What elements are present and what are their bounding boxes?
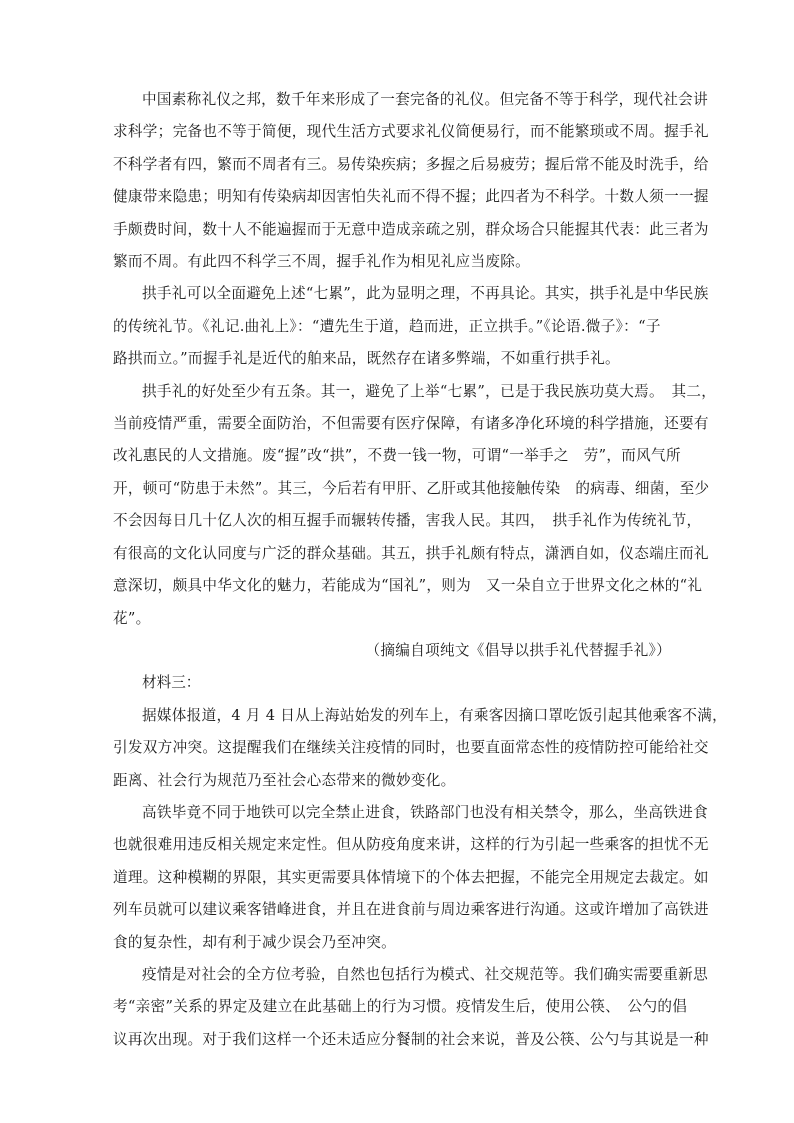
paragraph-5 xyxy=(113,797,709,959)
text-line: 健康带来隐患；明知有传染病却因害怕失礼而不得不握；此四者为不科学。十数人须一一握 xyxy=(113,188,709,206)
source-citation: （摘编自项纯文《倡导以拱手礼代替握手礼》） xyxy=(365,641,671,659)
text-line: 当前疫情严重，需要全面防治，不但需要有医疗保障，有诸多净化环境的科学措施，还要有 xyxy=(113,415,709,433)
text-line: 求科学；完备也不等于简便，现代生活方式要求礼仪简便易行，而不能繁琐或不周。握手礼 xyxy=(113,123,709,141)
text-line: 食的复杂性，却有利于减少误会乃至冲突。 xyxy=(113,933,396,951)
text-line: 引发双方冲突。这提醒我们在继续关注疫情的同时，也要直面常态性的疫情防控可能给社交 xyxy=(113,739,709,757)
paragraph-3 xyxy=(113,376,717,635)
text-line: 不会因每日几十亿人次的相互握手而辗转传播，害我人民。其四， 拱手礼作为传统礼节， xyxy=(113,512,702,530)
text-line: 开，顿可“防患于未然”。其三，今后若有甲肝、乙肝或其他接触传染 的病毒、细菌，至少 xyxy=(113,479,710,497)
text-line: 据媒体报道，4 月 4 日从上海站始发的列车上，有乘客因摘口罩吃饭引起其他乘客不满， xyxy=(142,706,728,724)
text-line: 手颇费时间，数十人不能遍握而于无意中造成亲疏之别，群众场合只能握其代表：此三者为 xyxy=(113,220,709,238)
text-line: 意深切，颇具中华文化的魅力，若能成为“国礼”，则为 又一朵自立于世界文化之林的“礼 xyxy=(113,577,703,595)
text-line: 繁而不周。有此四不科学三不周，握手礼作为相见礼应当废除。 xyxy=(113,253,531,271)
text-line: 不科学者有四，繁而不周者有三。易传染疾病；多握之后易疲劳；握后常不能及时洗手，给 xyxy=(113,155,709,173)
document-page xyxy=(113,84,728,1056)
text-line: 改礼惠民的人文措施。废“握”改“拱”，不费一钱一物，可谓“一举手之 劳”，而风气所 xyxy=(113,447,681,465)
text-line: 也就很难用违反相关规定来定性。但从防疫角度来讲，这样的行为引起一些乘客的担忧不无 xyxy=(113,836,709,854)
text-line: 的传统礼节。《礼记.曲礼上》：“遭先生于道，趋而进，正立拱手。”《论语.微子》：“子 xyxy=(113,317,661,335)
text-line: 疫情是对社会的全方位考验，自然也包括行为模式、社交规范等。我们确实需要重新思 xyxy=(142,965,708,983)
paragraph-6 xyxy=(113,959,709,1056)
paragraph-1 xyxy=(113,84,709,278)
text-line: 高铁毕竟不同于地铁可以完全禁止进食，铁路部门也没有相关禁令，那么，坐高铁进食 xyxy=(142,803,708,821)
text-line: 拱手礼可以全面避免上述“七累”，此为显明之理，不再具论。其实，拱手礼是中华民族 xyxy=(142,285,709,303)
text-line: 列车员就可以建议乘客错峰进食，并且在进食前与周边乘客进行沟通。这或许增加了高铁进 xyxy=(113,901,709,919)
paragraph-4 xyxy=(113,700,728,797)
text-line: 道理。这种模糊的界限，其实更需要具体情境下的个体去把握，不能完全用规定去裁定。如 xyxy=(113,868,709,886)
text-line: 花”。 xyxy=(113,609,151,627)
text-line: 中国素称礼仪之邦，数千年来形成了一套完备的礼仪。但完备不等于科学，现代社会讲 xyxy=(142,91,708,108)
text-line: 考“亲密”关系的界定及建立在此基础上的行为习惯。疫情发生后，使用公筷、 公勺的倡 xyxy=(113,998,688,1016)
text-line: 距离、社会行为规范乃至社会心态带来的微妙变化。 xyxy=(113,771,456,789)
text-line: 路拱而立。”而握手礼是近代的舶来品，既然存在诸多弊端，不如重行拱手礼。 xyxy=(113,350,620,368)
paragraph-2 xyxy=(113,278,709,375)
text-line: 有很高的文化认同度与广泛的群众基础。其五，拱手礼颇有特点，潇洒自如，仪态端庄而礼 xyxy=(113,544,709,562)
text-line: 议再次出现。对于我们这样一个还未适应分餐制的社会来说，普及公筷、公勺与其说是一种 xyxy=(113,1030,709,1048)
material-heading: 材料三： xyxy=(142,674,201,692)
text-line: 拱手礼的好处至少有五条。其一，避免了上举“七累”，已是于我民族功莫大焉。 其二， xyxy=(142,382,717,400)
